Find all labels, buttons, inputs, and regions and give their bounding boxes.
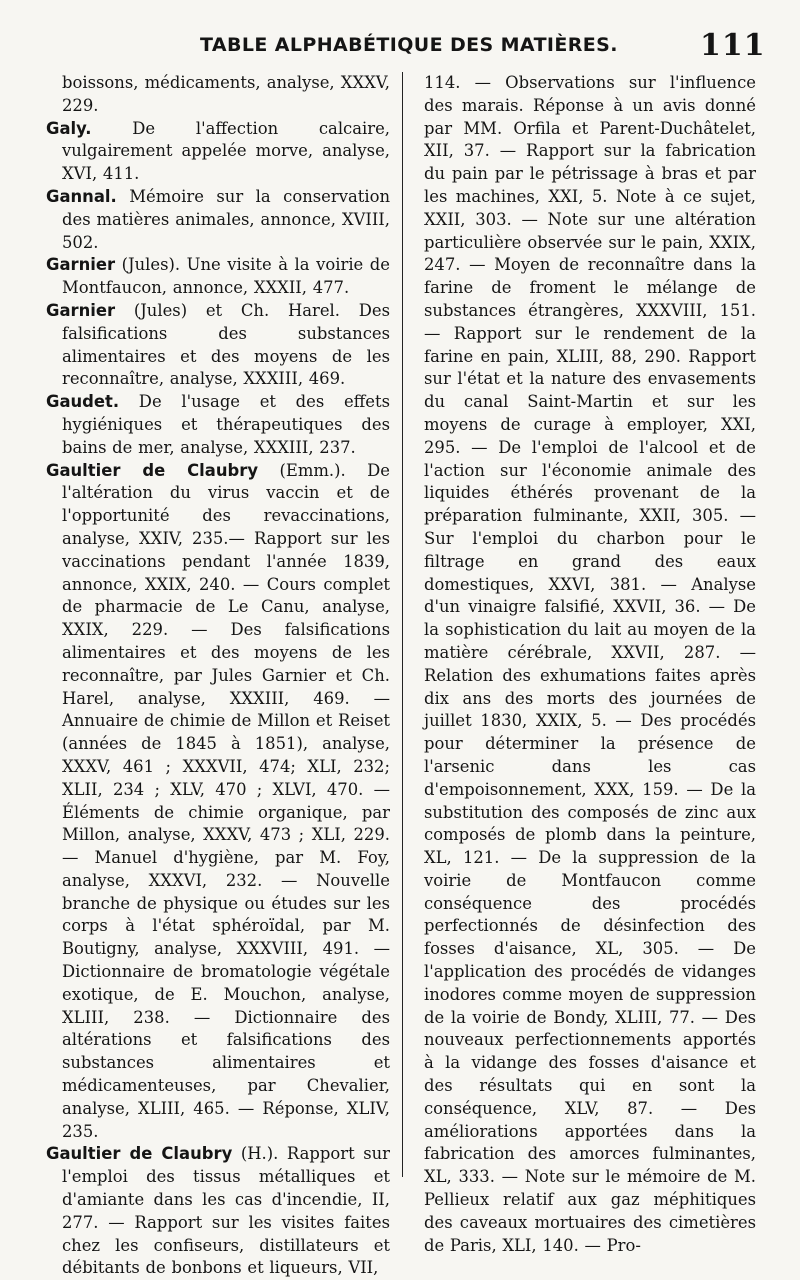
index-entry [46,1143,390,1280]
index-entry [46,460,390,1144]
right-column [424,72,756,1255]
entry-head: Galy. [46,118,92,138]
column-divider [402,72,403,1177]
page-number: 111 [700,28,766,63]
entry-text: Mémoire sur la conservation des matières animales, annonce, XVIII, 502. [62,186,390,252]
entry-head: Gannal. [46,186,117,206]
index-entry [46,391,390,459]
entry-head: Gaudet. [46,392,120,412]
entry-text: (H.). Rapport sur l'emploi des tissus métalliques et d'amiante dans les cas d'incendie, II, 277. — Rapport sur les visites faites chez les confiseurs, distillateurs et débitants de bonbons et liqueurs, VII, [62,1144,391,1278]
entry-text: boissons, médicaments, analyse, XXXV, 229. [62,73,390,115]
index-entry [46,186,390,254]
left-column [46,72,391,1278]
running-header [0,30,800,64]
entry-text: (Jules). Une visite à la voirie de Montfaucon, annonce, XXXII, 477. [62,255,390,298]
entry-head: Gaultier de Claubry [46,1144,233,1164]
index-entry [46,118,390,186]
entry-head: Garnier [46,255,116,275]
entry-text: (Emm.). De l'altération du virus vaccin et de l'opportunité des revaccinations, analyse, XXIV, 235.— Rapport sur les vaccinations pendant l'année 1839, annonce, XXIX, 240. — Cours complet de pharmacie de Le Canu, analyse, XXIX, 229. — Des falsifications alimentaires et des moyens de les reconnaître, par Jules Garnier et Ch. Harel, analyse, XXXIII, 469. — Annuaire de chimie de Millon et Reiset (années de 1845 à 1851), analyse, XXXV, 461 ; XXXVII, 474; XLI, 232; XLII, 234 ; XLV, 470 ; XLVI, 470. — Éléments de chimie organique, par Millon, analyse, XXXV, 473 ; XLI, 229. — Manuel d'hygiène, par M. Foy, analyse, XXXVI, 232. — Nouvelle branche de physique ou études sur les corps à l'état sphéroïdal, par M. Boutigny, analyse, XXXVIII, 491. — Dictionnaire de bromatologie végétale exotique, de E. Mouchon, analyse, XLIII, 238. — Dictionnaire des altérations et falsifications des substances alimentaires et médicamenteuses, par Chevalier, analyse, XLIII, 465. — Réponse, XLIV, 235. [62,460,390,1141]
index-entry [46,300,390,391]
entry-text: De l'usage et des effets hygiéniques et thérapeutiques des bains de mer, analyse, XXXIII, 237. [62,392,391,457]
entry-head: Gaultier de Claubry [46,460,259,480]
entry-head: Garnier [46,300,116,320]
page-title: TABLE ALPHABÉTIQUE DES MATIÈRES. [200,34,618,56]
index-entry [46,72,390,118]
entry-text: (Jules) et Ch. Harel. Des falsifications des substances alimentaires et des moyens de les reconnaître, analyse, XXXIII, 469. [62,300,390,389]
index-entry [46,254,390,300]
entry-text: De l'affection calcaire, vulgairement appelée morve, analyse, XVI, 411. [62,118,390,184]
index-entry-continuation: 114. — Observations sur l'influence des marais. Réponse à un avis donné par MM. Orfila et Parent-Duchâtelet, XII, 37. — Rapport sur la fabrication du pain par le pétrissage à bras et par les machines, XXI, 5. Note à ce sujet, XXII, 303. — Note sur une altération particulière observée sur le pain, XXIX, 247. — Moyen de reconnaître dans la farine de froment le mélange de substances étrangères, XXXVIII, 151. — Rapport sur le rendement de la farine en pain, XLIII, 88, 290. Rapport sur l'état et la nature des envasements du canal Saint-Martin et sur les moyens de curage à employer, XXI, 295. — De l'emploi de l'alcool et de l'action sur l'économie animale des liquides éthérés provenant de la préparation fulminante, XXII, 305. — Sur l'emploi du charbon pour le filtrage en grand des eaux domestiques, XXVI, 381. — Analyse d'un vinaigre falsifié, XXVII, 36. — De la sophistication du lait au moyen de la matière cérébrale, XXVII, 287. — Relation des exhumations faites après dix ans des morts des journées de juillet 1830, XXIX, 5. — Des procédés pour déterminer la présence de l'arsenic dans les cas d'empoisonnement, XXX, 159. — De la substitution des composés de zinc aux composés de plomb dans la peinture, XL, 121. — De la suppression de la voirie de Montfaucon comme conséquence des procédés perfectionnés de désinfection des fosses d'aisance, XL, 305. — De l'application des procédés de vidanges inodores comme moyen de suppression de la voirie de Bondy, XLIII, 77. — Des nouveaux perfectionnements apportés à la vidange des fosses d'aisance et des résultats qui en sont la conséquence, XLV, 87. — Des améliorations apportées dans la fabrication des amorces fulminantes, XL, 333. — Note sur le mémoire de M. Pellieux relatif aux gaz méphitiques des caveaux mortuaires des cimetières de Paris, XLI, 140. — Pro- [424,73,756,1255]
